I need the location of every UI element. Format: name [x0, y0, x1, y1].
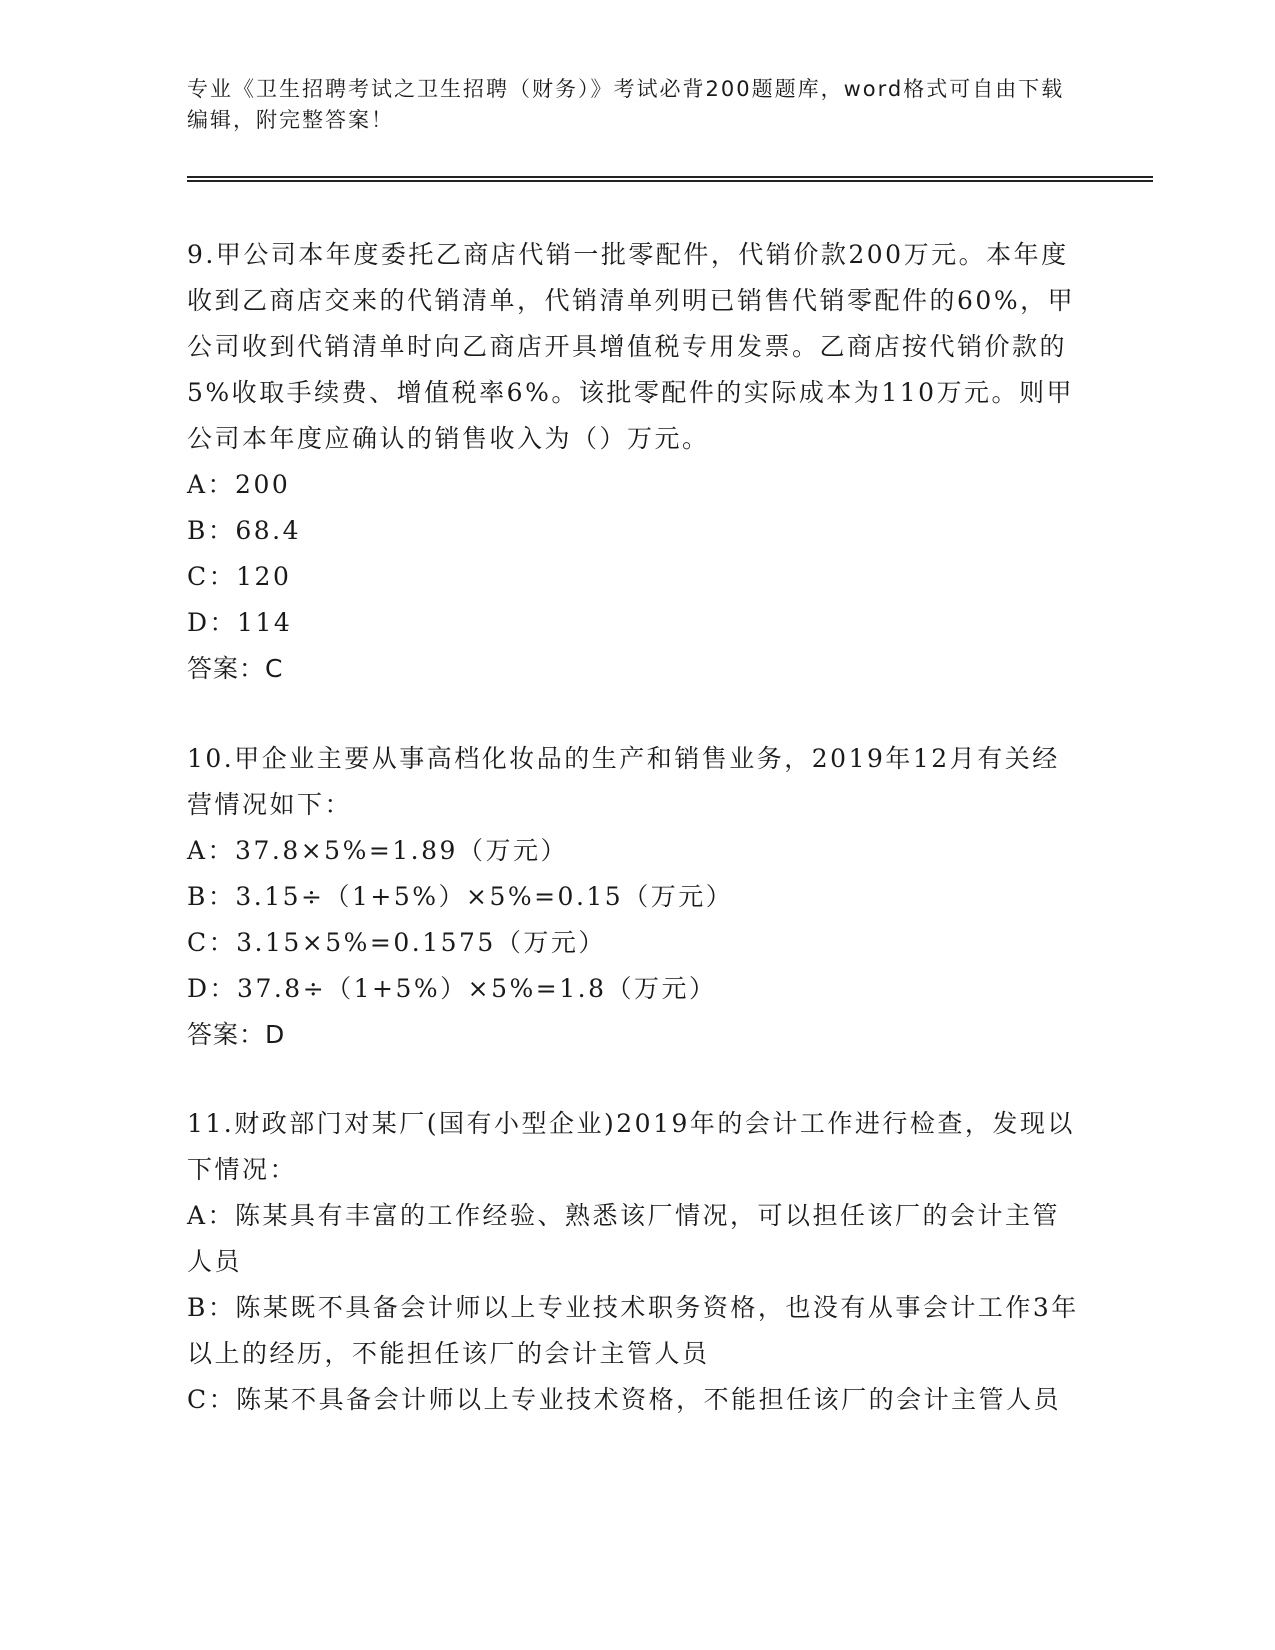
option-c: C：120	[187, 562, 292, 591]
option-a: A：200	[187, 470, 291, 499]
document-header: 专业《卫生招聘考试之卫生招聘（财务）》考试必背200题题库，word格式可自由下载编辑，附完整答案！	[187, 77, 1065, 132]
answer-line: 答案：D	[187, 1020, 286, 1049]
question-10	[187, 736, 1087, 1058]
option-b: B：68.4	[187, 516, 302, 545]
option-a: A：37.8×5%=1.89（万元）	[187, 836, 568, 865]
question-11	[187, 1101, 1087, 1423]
question-stem: 10.甲企业主要从事高档化妆品的生产和销售业务，2019年12月有关经营情况如下：	[187, 744, 1060, 819]
question-stem: 9.甲公司本年度委托乙商店代销一批零配件，代销价款200万元。本年度收到乙商店交来的代销清单，代销清单列明已销售代销零配件的60%，甲公司收到代销清单时向乙商店开具增值税专用发票。乙商店按代销价款的5%收取手续费、增值税率6%。该批零配件的实际成本为110万元。则甲公司本年度应确认的销售收入为（）万元。	[187, 240, 1076, 453]
question-9	[187, 232, 1087, 692]
option-a: A：陈某具有丰富的工作经验、熟悉该厂情况，可以担任该厂的会计主管人员	[187, 1201, 1061, 1276]
header-divider	[187, 176, 1153, 182]
option-b: B：3.15÷（1+5%）×5%=0.15（万元）	[187, 882, 734, 911]
option-c: C：3.15×5%=0.1575（万元）	[187, 928, 606, 957]
question-stem: 11.财政部门对某厂(国有小型企业)2019年的会计工作进行检查，发现以下情况：	[187, 1109, 1075, 1184]
option-d: D：37.8÷（1+5%）×5%=1.8（万元）	[187, 974, 717, 1003]
option-b: B：陈某既不具备会计师以上专业技术职务资格，也没有从事会计工作3年以上的经历，不能担任该厂的会计主管人员	[187, 1293, 1079, 1368]
option-c: C：陈某不具备会计师以上专业技术资格，不能担任该厂的会计主管人员	[187, 1385, 1062, 1414]
option-d: D：114	[187, 608, 293, 637]
answer-line: 答案：C	[187, 654, 284, 683]
